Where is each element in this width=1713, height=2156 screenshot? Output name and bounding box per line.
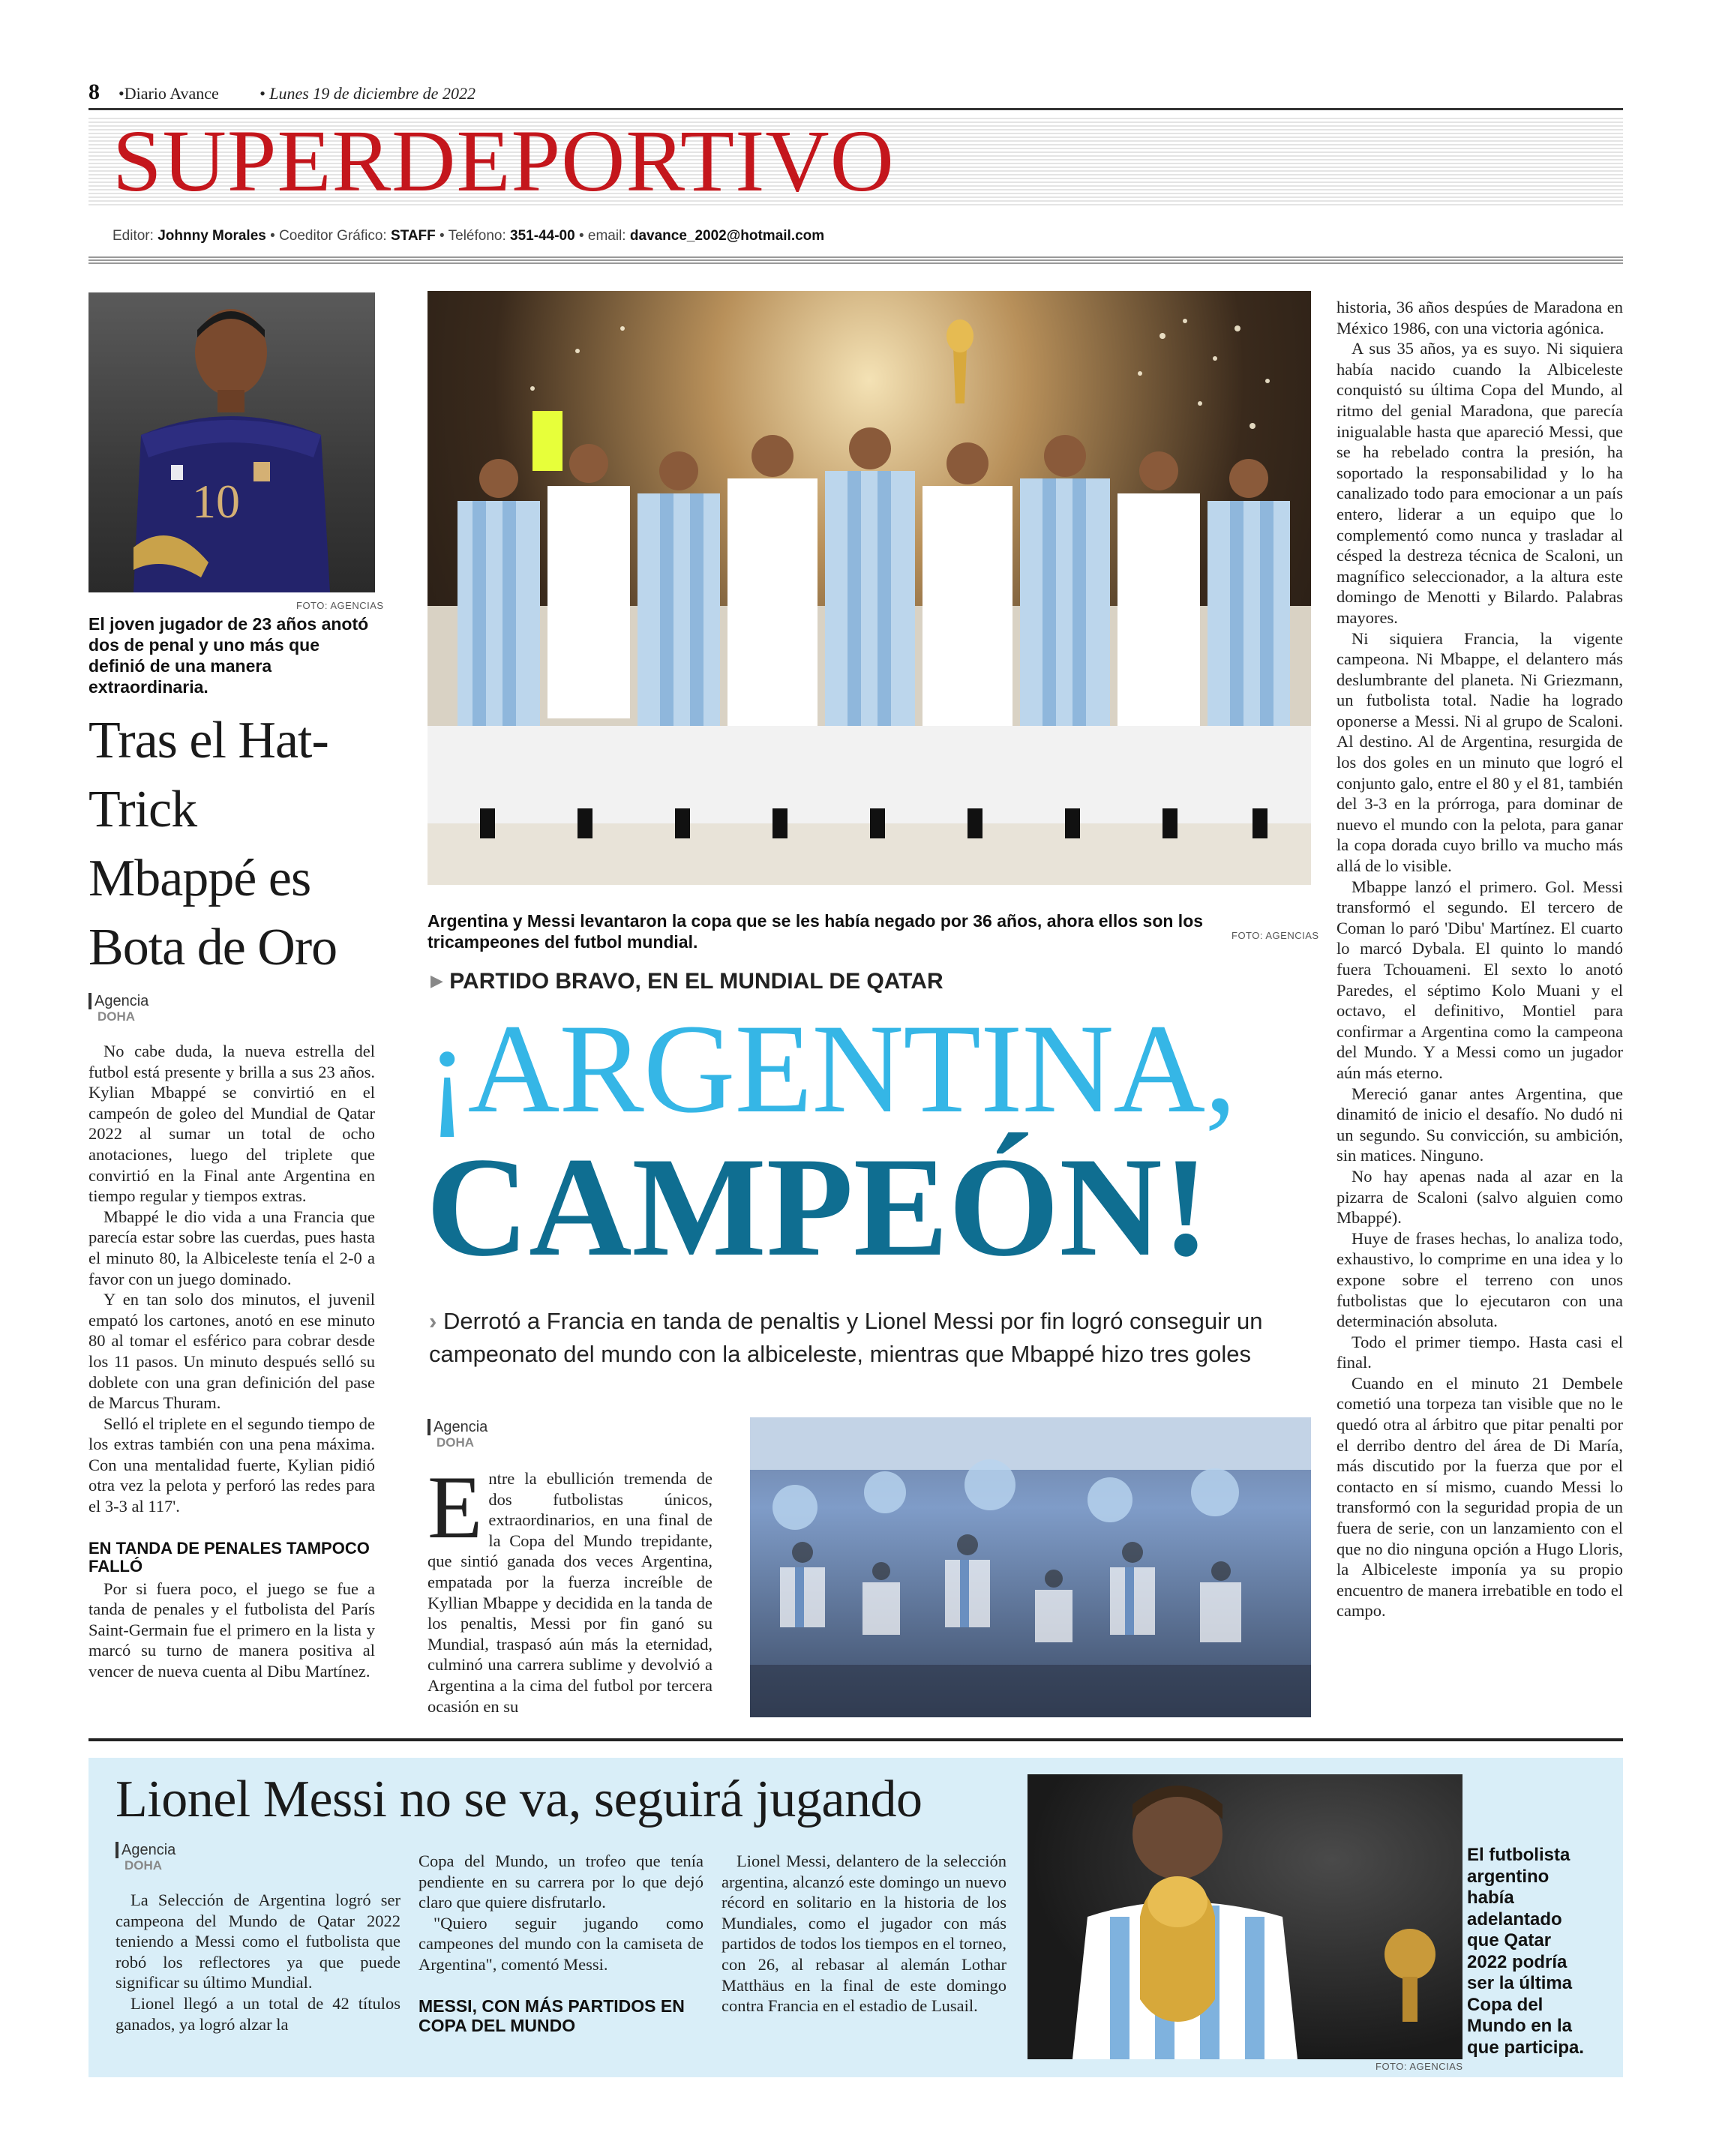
main-paragraph: Todo el primer tiempo. Hasta casi el final. xyxy=(1336,1332,1623,1372)
page-number: 8 xyxy=(88,79,100,104)
header-rule xyxy=(88,108,1623,110)
kicker-arrow-icon: ▶ xyxy=(430,971,443,990)
issue-date: • Lunes 19 de diciembre de 2022 xyxy=(260,84,476,103)
lead-paragraph: ntre la ebullición tremenda de dos futbolistas únicos, extraordinarios, en una final de la Copa del Mundo trepidante, que sintió ganada dos veces Argentina, empatada por la fuerza increíble de Kyllian Mbappe y decidida en la tanda de los penaltis, Messi por fin ganó su Mundial, traspasó aún más la eternidad, culminó una carrera sublime y devolvió a Argentina a la cima del futbol por tercera ocasión en su xyxy=(428,1469,712,1716)
messi-agency: Agencia DOHA xyxy=(116,1842,176,1873)
deck-marker-icon: › xyxy=(429,1308,437,1334)
main-right-column xyxy=(1336,297,1623,1621)
messi-col3 xyxy=(722,1851,1006,2017)
page-header xyxy=(88,79,1623,106)
credits-rule xyxy=(88,255,1623,264)
messi-photo xyxy=(1028,1774,1462,2059)
main-paragraph: Mbappe lanzó el primero. Gol. Messi transformó el segundo. El tercero de Coman lo paró 'Dibu' Martínez. El cuarto lo marcó Dybala. El quinto lo mandó fuera Tchouameni. El sexto lo anotó Paredes, el séptimo Kolo Muani y el octavo, el definitivo, Montiel para confirmar a Argentina como la campeona del Mundo. Y a Messi como un jugador aún más eterno. xyxy=(1336,877,1623,1082)
messi-paragraph: "Quiero seguir jugando como campeones del mundo con la camiseta de Argentina", comentó Messi. xyxy=(418,1913,704,1974)
main-paragraph: A sus 35 años, ya es suyo. Ni siquiera había nacido cuando la Albiceleste conquistó su última Copa del Mundo, al ritmo del genial Maradona, que parecía inigualable hasta que apareció Messi, que se ha rebelado contra la presión, ha soportado la responsabilidad y lo ha canalizado todo para emocionar a un país entero, liderar a un equipo que lo complementó como nunca y trasladar al césped la destreza técnica de Scaloni, un magnífico seleccionador, a la altura este domingo de Menotti y Bilardo. Palabras mayores. xyxy=(1336,339,1623,627)
main-paragraph: Cuando en el minuto 21 Dembele cometió una torpeza tan visible que no le quedó otra al árbitro que pitar penalti por el derribo dentro del área de Di María, más discutido por la fuerza que por el contacto en sí mismo, cuando Messi lo transformó con la seguridad propia de un fuera de serie, con un lanzamiento con el que no dio ninguna opción a Hugo Lloris, la Albiceleste imponía ya su propio encuentro de manera irrebatible en todo el campo. xyxy=(1336,1373,1623,1621)
dropcap: E xyxy=(428,1457,483,1557)
messi-photo-credit: FOTO: AGENCIAS xyxy=(1376,2061,1463,2072)
messi-paragraph: Lionel Messi, delantero de la selección argentina, alcanzó este domingo un nuevo récord en solitario en la historia de los Mundiales, como el jugador con más partidos de todos los tiempos en el torneo, con 26, al rebasar al alemán Lothar Matthäus en la final de este domingo contra Francia en el estadio de Lusail. xyxy=(722,1852,1006,2016)
celebration-photo-credit: FOTO: AGENCIAS xyxy=(1232,930,1319,941)
mbappe-subhead: EN TANDA DE PENALES TAMPOCO FALLÓ xyxy=(88,1538,370,1576)
main-paragraph: historia, 36 años despúes de Maradona en México 1986, con una victoria agónica. xyxy=(1336,298,1623,337)
paper-name: •Diario Avance xyxy=(118,84,219,103)
main-paragraph: Ni siquiera Francia, la vigente campeona. Ni Mbappe, el delantero más deslumbrante del planeta. Ni Griezmann, un futbolista total. Nadie ha logrado oponerse a Messi. Ni al grupo de Scaloni. Al destino. Al de Argentina, resurgida de los dos goles en un minuto que logró el conjunto galo, entre el 80 y el 81, también del 3-3 en la prórroga, para dominar de nuevo el mundo con la pelota, para ganar la copa dorada cuyo brillo va mucho más allá de lo visible. xyxy=(1336,628,1623,876)
mbappe-photo-credit: FOTO: AGENCIAS xyxy=(296,600,384,611)
fans-photo xyxy=(750,1417,1311,1717)
main-agency: Agencia DOHA xyxy=(428,1419,488,1450)
messi-paragraph: Copa del Mundo, un trofeo que tenía pendiente en su carrera por lo que dejó claro que quiere disfrutarlo. xyxy=(418,1852,704,1912)
messi-paragraph: Lionel llegó a un total de 42 títulos ganados, ya logró alzar la xyxy=(116,1993,400,2034)
celebration-photo-caption: Argentina y Messi levantaron la copa que se les había negado por 36 años, ahora ellos son los tricampeones del futbol mundial. xyxy=(428,911,1204,952)
messi-col1 xyxy=(116,1890,400,2035)
celebration-photo xyxy=(428,291,1311,885)
section-title: SUPERDEPORTIVO xyxy=(112,112,895,210)
messi-paragraph: La Selección de Argentina logró ser campeona del Mundo de Qatar 2022 teniendo a Messi como el futbolista que robó los reflectores ya que puede significar su último Mundial. xyxy=(116,1891,400,1993)
main-kicker: ▶ PARTIDO BRAVO, EN EL MUNDIAL DE QATAR xyxy=(430,969,944,994)
mbappe-photo-caption: El joven jugador de 23 años anotó dos de penal y uno más que definió de una manera extraordinaria. xyxy=(88,614,369,697)
svg-text:10: 10 xyxy=(192,475,240,528)
messi-col2 xyxy=(418,1851,704,2035)
mbappe-paragraph: No cabe duda, la nueva estrella del futbol está presente y brilla a sus 23 años. Kylian Mbappé se convirtió en el campeón de goleo del Mundial de Qatar 2022 al sumar un total de ocho anotaciones, luego del triplete que convirtió en la Final ante Argentina en tiempo regular y tiempos extras. xyxy=(88,1042,375,1206)
messi-box xyxy=(88,1758,1623,2077)
mbappe-story xyxy=(88,1041,375,1682)
main-lead xyxy=(428,1457,712,1717)
mbappe-paragraph: Selló el triplete en el segundo tiempo de los extras también con una pena máxima. Con una mentalidad fuerte, Kylian pidió otra vez la pelota y perforó las redes para el 3-3 al 117'. xyxy=(88,1414,375,1516)
mbappe-photo xyxy=(88,292,375,592)
mbappe-agency: Agencia DOHA xyxy=(88,993,148,1024)
messi-photo-caption: El futbolista argentino había adelantado que Qatar 2022 podría ser la última Copa del Mundo en la que participa. xyxy=(1467,1845,1585,2058)
messi-subhead: MESSI, CON MÁS PARTIDOS EN COPA DEL MUNDO xyxy=(418,1996,685,2035)
mbappe-paragraph: Y en tan solo dos minutos, el juvenil empató los cartones, anotó en ese minuto 80 al tomar el esférico para cobrar desde los 11 pasos. Un minuto después selló su doblete con una gran definición del pase de Marcus Thuram. xyxy=(88,1290,375,1413)
main-deck: › Derrotó a Francia en tanda de penaltis y Lionel Messi por fin logró conseguir un campeonato del mundo con la albiceleste, mientras que Mbappé hizo tres goles xyxy=(429,1308,1263,1367)
mbappe-paragraph: Mbappé le dio vida a una Francia que parecía estar sobre las cuerdas, pues hasta el minuto 80, la Albiceleste tenía el 2-0 a favor con un juego dominado. xyxy=(88,1207,375,1288)
mbappe-paragraph: Por si fuera poco, el juego se fue a tanda de penales y el futbolista del París Saint-Germain fue el primero en la lista y marcó su turno de manera positiva al vencer de nueva cuenta al Dibu Martínez. xyxy=(88,1579,375,1681)
main-headline-line1: ¡ARGENTINA, xyxy=(426,998,1236,1139)
main-paragraph: Huye de frases hechas, lo analiza todo, exhaustivo, lo comprime en una idea y lo expone sobre el terreno con unos futbolistas que lo ejecutaron con una determinación absoluta. xyxy=(1336,1228,1623,1331)
messi-box-rule xyxy=(88,1738,1623,1741)
main-headline-line2: CAMPEÓN! xyxy=(426,1129,1210,1286)
main-paragraph: No hay apenas nada al azar en la pizarra de Scaloni (salvo alguien como Mbappé). xyxy=(1336,1166,1623,1228)
main-paragraph: Mereció ganar antes Argentina, que dinamitó de inicio el desafío. No dudó ni un segundo. Su convicción, su ambición, sin matices. Ninguno. xyxy=(1336,1084,1623,1165)
messi-box-headline: Lionel Messi no se va, seguirá jugando xyxy=(116,1771,922,1828)
mbappe-headline: Tras el Hat-Trick Mbappé es Bota de Oro xyxy=(88,712,338,976)
editorial-credits: Editor: Johnny Morales • Coeditor Gráfico: STAFF • Teléfono: 351-44-00 • email: davance_2002@hotmail.com xyxy=(112,228,825,244)
